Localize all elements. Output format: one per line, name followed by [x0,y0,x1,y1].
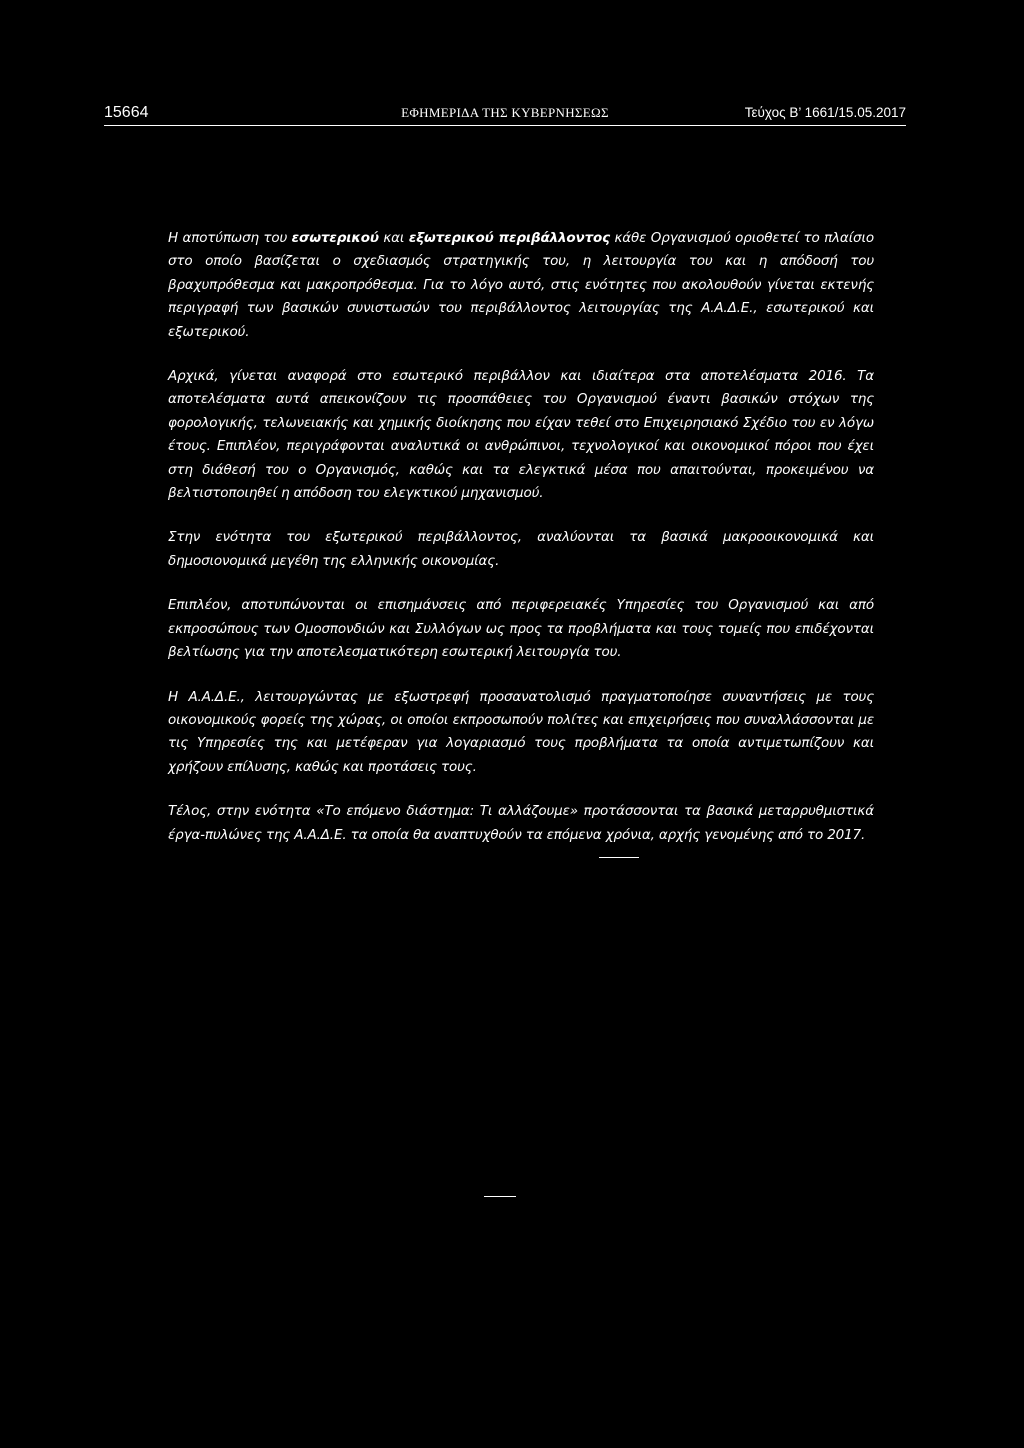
page-number: 15664 [104,104,149,121]
header-rule [104,125,906,126]
paragraph-stakeholder-meetings: Η Α.Α.Δ.Ε., λειτουργώντας με εξωστρεφή προσανατολισμό πραγματοποίησε συναντήσεις με τους οικονομικούς φορείς της χώρας, οι οποίοι εκπροσωπούν πολίτες και επιχειρήσεις που συναλλάσσονται με τις Υπηρεσίες της και μετέφεραν για λογαριασμό τους προβλήματα τα οποία αντιμετωπίζουν και χρήζουν επίλυσης, καθώς και προτάσεις τους. [168,688,874,775]
paragraph-internal-environment: Αρχικά, γίνεται αναφορά στο εσωτερικό περιβάλλον και ιδιαίτερα στα αποτελέσματα 2016. Τα αποτελέσματα αυτά απεικονίζουν τις προσπάθειες του Οργανισμού έναντι βασικών στόχων της φορολογικής, τελωνειακής και χημικής διοίκησης που είχαν τεθεί στο Επιχειρησιακό Σχέδιο του εν λόγω έτους. Επιπλέον, περιγράφονται αναλυτικά οι ανθρώπινοι, τεχνολογικοί και οικονομικοί πόροι που έχει στη διάθεσή του ο Οργανισμός, καθώς και τα ελεγκτικά μέσα που απαιτούνται, προκειμένου να βελτιστοποιηθεί η απόδοση του ελεγκτικού μηχανισμού. [168,368,874,502]
end-separator-line [599,857,639,858]
paragraph-1-text-and: και [378,230,409,246]
bold-term-external-environment: εξωτερικού περιβάλλοντος [408,230,611,246]
paragraph-1-text-start: Η αποτύπωση του [168,230,292,246]
page-header [104,100,906,126]
paragraph-regional-remarks: Επιπλέον, αποτυπώνονται οι επισημάνσεις από περιφερειακές Υπηρεσίες του Οργανισμού και από εκπροσώπους των Ομοσπονδιών και Συλλόγων ως προς τα προβλήματα και τους τομείς που επιδέχονται βελτίωσης για την αποτελεσματικότερη εσωτερική λειτουργία του. [168,597,874,661]
main-text [168,227,874,868]
paragraph-next-period: Τέλος, στην ενότητα «Το επόμενο διάστημα: Τι αλλάζουμε» προτάσσονται τα βασικά μεταρρυθμιστικά έργα-πυλώνες της Α.Α.Δ.Ε. τα οποία θα αναπτυχθούν τα επόμενα χρόνια, αρχής γενομένης από το 2017. [168,803,874,843]
gazette-title: ΕΦΗΜΕΡΙΔΑ ΤΗΣ ΚΥΒΕΡΝΗΣΕΩΣ [401,105,609,120]
issue-info: Τεύχος Β’ 1661/15.05.2017 [744,105,906,120]
bold-term-internal: εσωτερικού [291,230,379,246]
paragraph-environment-intro [168,227,874,344]
paragraph-1-text-rest: κάθε Οργανισμού οριοθετεί το πλαίσιο στο οποίο βασίζεται ο σχεδιασμός στρατηγικής του, η λειτουργία του και η απόδοσή του βραχυπρόθεσμα και μακροπρόθεσμα. Για το λόγο αυτό, στις ενότητες που ακολουθούν γίνεται εκτενής περιγραφή των βασικών συνιστωσών του περιβάλλοντος λειτουργίας της Α.Α.Δ.Ε., εσωτερικού και εξωτερικού. [168,230,874,340]
end-separator-line-short [484,1196,516,1197]
paragraph-external-environment: Στην ενότητα του εξωτερικού περιβάλλοντος, αναλύονται τα βασικά μακροοικονομικά και δημοσιονομικά μεγέθη της ελληνικής οικονομίας. [168,529,874,569]
